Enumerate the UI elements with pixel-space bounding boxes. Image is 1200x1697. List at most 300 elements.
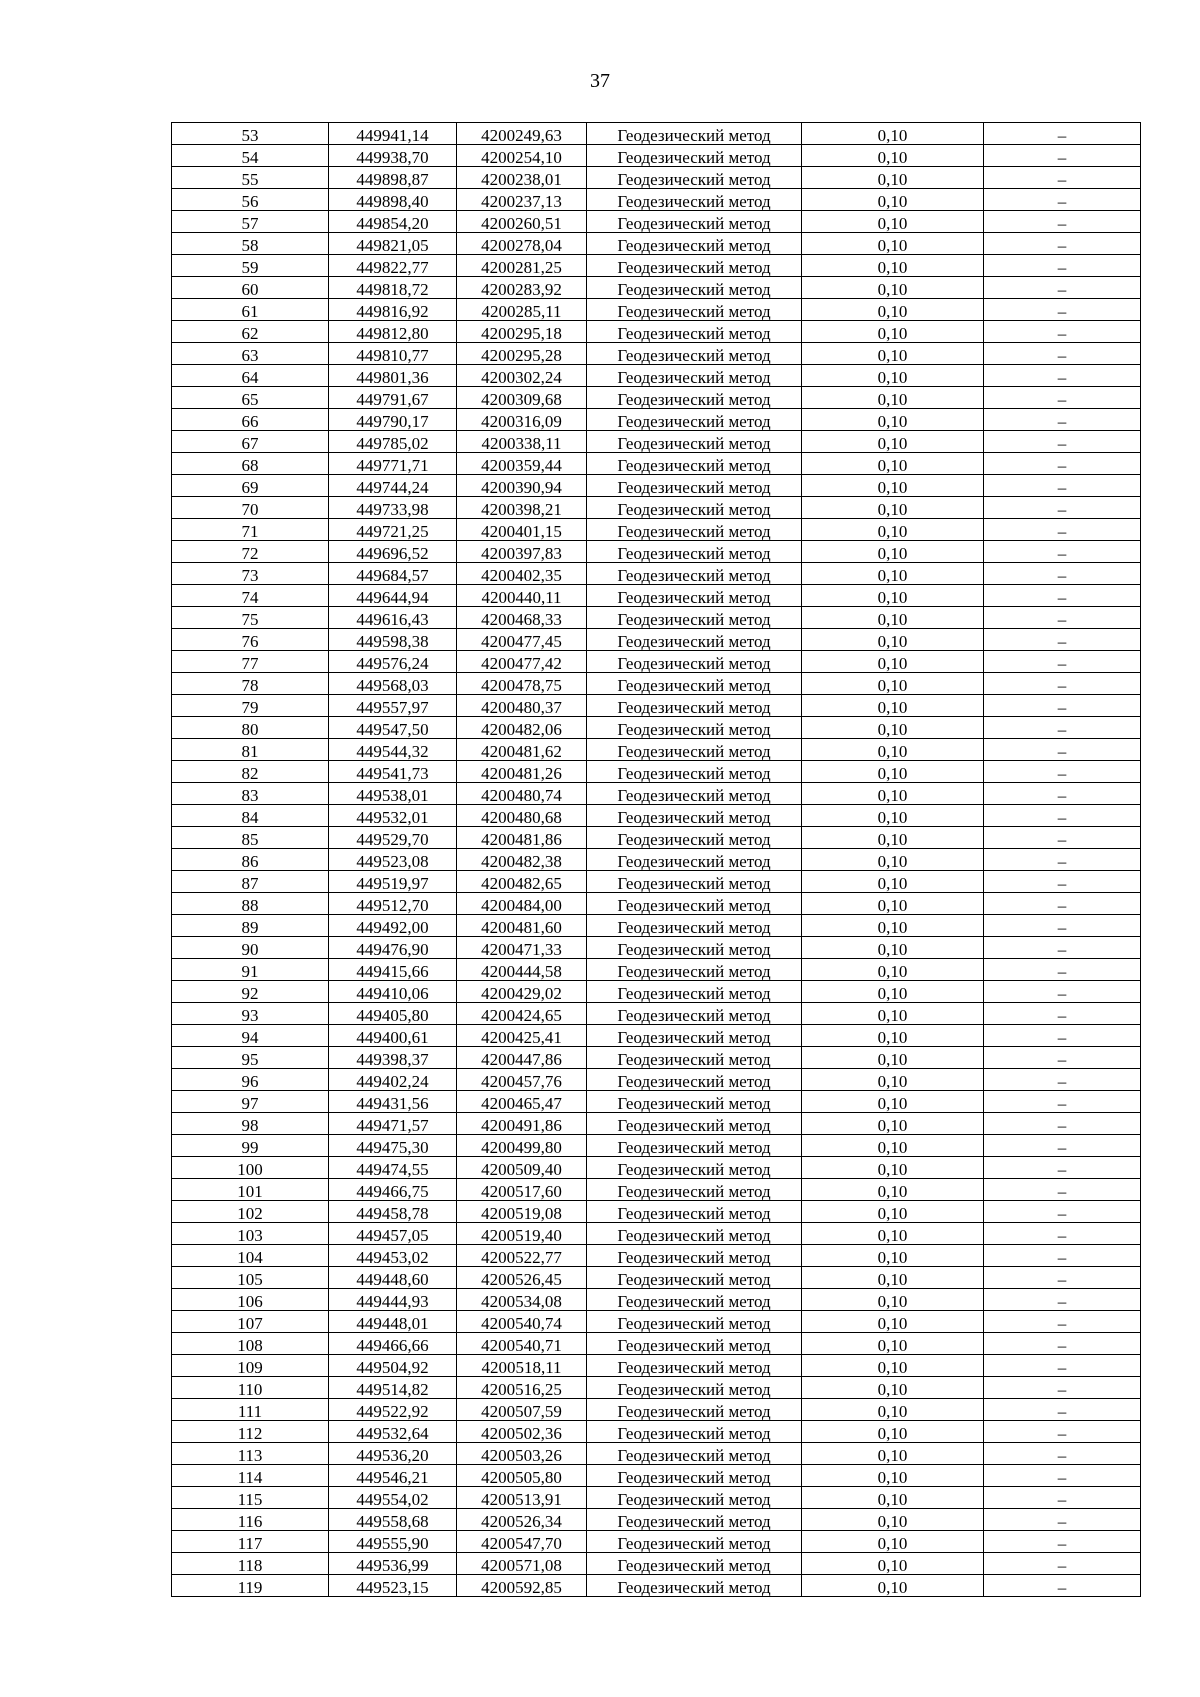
point-number-cell: 69 bbox=[172, 475, 329, 497]
accuracy-cell: 0,10 bbox=[802, 1157, 984, 1179]
method-cell: Геодезический метод bbox=[587, 695, 802, 717]
table-row bbox=[172, 585, 1141, 607]
method-cell: Геодезический метод bbox=[587, 805, 802, 827]
point-number-cell: 99 bbox=[172, 1135, 329, 1157]
y-coordinate-cell: 4200491,86 bbox=[457, 1113, 587, 1135]
method-cell: Геодезический метод bbox=[587, 321, 802, 343]
note-cell: – bbox=[984, 1377, 1141, 1399]
y-coordinate-cell: 4200516,25 bbox=[457, 1377, 587, 1399]
table-row bbox=[172, 475, 1141, 497]
point-number-cell: 84 bbox=[172, 805, 329, 827]
y-coordinate-cell: 4200513,91 bbox=[457, 1487, 587, 1509]
y-coordinate-cell: 4200592,85 bbox=[457, 1575, 587, 1597]
accuracy-cell: 0,10 bbox=[802, 893, 984, 915]
x-coordinate-cell: 449568,03 bbox=[329, 673, 457, 695]
point-number-cell: 101 bbox=[172, 1179, 329, 1201]
x-coordinate-cell: 449538,01 bbox=[329, 783, 457, 805]
table-row bbox=[172, 959, 1141, 981]
x-coordinate-cell: 449471,57 bbox=[329, 1113, 457, 1135]
y-coordinate-cell: 4200237,13 bbox=[457, 189, 587, 211]
note-cell: – bbox=[984, 1245, 1141, 1267]
point-number-cell: 118 bbox=[172, 1553, 329, 1575]
table-row bbox=[172, 673, 1141, 695]
x-coordinate-cell: 449554,02 bbox=[329, 1487, 457, 1509]
point-number-cell: 92 bbox=[172, 981, 329, 1003]
table-row bbox=[172, 827, 1141, 849]
method-cell: Геодезический метод bbox=[587, 937, 802, 959]
x-coordinate-cell: 449415,66 bbox=[329, 959, 457, 981]
accuracy-cell: 0,10 bbox=[802, 673, 984, 695]
accuracy-cell: 0,10 bbox=[802, 981, 984, 1003]
y-coordinate-cell: 4200540,71 bbox=[457, 1333, 587, 1355]
x-coordinate-cell: 449529,70 bbox=[329, 827, 457, 849]
accuracy-cell: 0,10 bbox=[802, 717, 984, 739]
method-cell: Геодезический метод bbox=[587, 1223, 802, 1245]
accuracy-cell: 0,10 bbox=[802, 541, 984, 563]
point-number-cell: 63 bbox=[172, 343, 329, 365]
point-number-cell: 116 bbox=[172, 1509, 329, 1531]
note-cell: – bbox=[984, 255, 1141, 277]
y-coordinate-cell: 4200509,40 bbox=[457, 1157, 587, 1179]
y-coordinate-cell: 4200505,80 bbox=[457, 1465, 587, 1487]
x-coordinate-cell: 449512,70 bbox=[329, 893, 457, 915]
method-cell: Геодезический метод bbox=[587, 1355, 802, 1377]
method-cell: Геодезический метод bbox=[587, 1443, 802, 1465]
note-cell: – bbox=[984, 871, 1141, 893]
method-cell: Геодезический метод bbox=[587, 211, 802, 233]
y-coordinate-cell: 4200397,83 bbox=[457, 541, 587, 563]
method-cell: Геодезический метод bbox=[587, 1333, 802, 1355]
x-coordinate-cell: 449810,77 bbox=[329, 343, 457, 365]
method-cell: Геодезический метод bbox=[587, 1465, 802, 1487]
note-cell: – bbox=[984, 1069, 1141, 1091]
point-number-cell: 94 bbox=[172, 1025, 329, 1047]
note-cell: – bbox=[984, 145, 1141, 167]
y-coordinate-cell: 4200482,38 bbox=[457, 849, 587, 871]
x-coordinate-cell: 449790,17 bbox=[329, 409, 457, 431]
method-cell: Геодезический метод bbox=[587, 981, 802, 1003]
y-coordinate-cell: 4200402,35 bbox=[457, 563, 587, 585]
y-coordinate-cell: 4200547,70 bbox=[457, 1531, 587, 1553]
y-coordinate-cell: 4200534,08 bbox=[457, 1289, 587, 1311]
x-coordinate-cell: 449616,43 bbox=[329, 607, 457, 629]
y-coordinate-cell: 4200519,08 bbox=[457, 1201, 587, 1223]
note-cell: – bbox=[984, 1003, 1141, 1025]
x-coordinate-cell: 449431,56 bbox=[329, 1091, 457, 1113]
method-cell: Геодезический метод bbox=[587, 1575, 802, 1597]
x-coordinate-cell: 449733,98 bbox=[329, 497, 457, 519]
accuracy-cell: 0,10 bbox=[802, 255, 984, 277]
y-coordinate-cell: 4200465,47 bbox=[457, 1091, 587, 1113]
point-number-cell: 89 bbox=[172, 915, 329, 937]
table-row bbox=[172, 365, 1141, 387]
accuracy-cell: 0,10 bbox=[802, 1443, 984, 1465]
table-row bbox=[172, 1553, 1141, 1575]
table-row bbox=[172, 629, 1141, 651]
table-row bbox=[172, 981, 1141, 1003]
method-cell: Геодезический метод bbox=[587, 189, 802, 211]
note-cell: – bbox=[984, 123, 1141, 145]
method-cell: Геодезический метод bbox=[587, 1531, 802, 1553]
point-number-cell: 80 bbox=[172, 717, 329, 739]
note-cell: – bbox=[984, 1157, 1141, 1179]
x-coordinate-cell: 449812,80 bbox=[329, 321, 457, 343]
y-coordinate-cell: 4200260,51 bbox=[457, 211, 587, 233]
accuracy-cell: 0,10 bbox=[802, 1135, 984, 1157]
y-coordinate-cell: 4200518,11 bbox=[457, 1355, 587, 1377]
table-row bbox=[172, 1377, 1141, 1399]
note-cell: – bbox=[984, 277, 1141, 299]
point-number-cell: 100 bbox=[172, 1157, 329, 1179]
note-cell: – bbox=[984, 651, 1141, 673]
x-coordinate-cell: 449448,60 bbox=[329, 1267, 457, 1289]
accuracy-cell: 0,10 bbox=[802, 651, 984, 673]
table-row bbox=[172, 189, 1141, 211]
note-cell: – bbox=[984, 321, 1141, 343]
table-row bbox=[172, 1179, 1141, 1201]
table-row bbox=[172, 1421, 1141, 1443]
y-coordinate-cell: 4200238,01 bbox=[457, 167, 587, 189]
y-coordinate-cell: 4200249,63 bbox=[457, 123, 587, 145]
note-cell: – bbox=[984, 783, 1141, 805]
table-row bbox=[172, 497, 1141, 519]
point-number-cell: 56 bbox=[172, 189, 329, 211]
y-coordinate-cell: 4200480,74 bbox=[457, 783, 587, 805]
method-cell: Геодезический метод bbox=[587, 343, 802, 365]
method-cell: Геодезический метод bbox=[587, 871, 802, 893]
accuracy-cell: 0,10 bbox=[802, 189, 984, 211]
accuracy-cell: 0,10 bbox=[802, 123, 984, 145]
table-row bbox=[172, 541, 1141, 563]
y-coordinate-cell: 4200444,58 bbox=[457, 959, 587, 981]
table-row bbox=[172, 1047, 1141, 1069]
method-cell: Геодезический метод bbox=[587, 1179, 802, 1201]
y-coordinate-cell: 4200457,76 bbox=[457, 1069, 587, 1091]
table-row bbox=[172, 1223, 1141, 1245]
y-coordinate-cell: 4200398,21 bbox=[457, 497, 587, 519]
accuracy-cell: 0,10 bbox=[802, 849, 984, 871]
y-coordinate-cell: 4200309,68 bbox=[457, 387, 587, 409]
point-number-cell: 112 bbox=[172, 1421, 329, 1443]
accuracy-cell: 0,10 bbox=[802, 1399, 984, 1421]
table-row bbox=[172, 519, 1141, 541]
y-coordinate-cell: 4200440,11 bbox=[457, 585, 587, 607]
table-row bbox=[172, 299, 1141, 321]
x-coordinate-cell: 449576,24 bbox=[329, 651, 457, 673]
note-cell: – bbox=[984, 475, 1141, 497]
method-cell: Геодезический метод bbox=[587, 167, 802, 189]
note-cell: – bbox=[984, 1223, 1141, 1245]
table-row bbox=[172, 739, 1141, 761]
x-coordinate-cell: 449532,01 bbox=[329, 805, 457, 827]
table-row bbox=[172, 145, 1141, 167]
note-cell: – bbox=[984, 1289, 1141, 1311]
table-row bbox=[172, 1487, 1141, 1509]
point-number-cell: 83 bbox=[172, 783, 329, 805]
table-row bbox=[172, 607, 1141, 629]
table-row bbox=[172, 453, 1141, 475]
note-cell: – bbox=[984, 849, 1141, 871]
point-number-cell: 87 bbox=[172, 871, 329, 893]
note-cell: – bbox=[984, 1047, 1141, 1069]
x-coordinate-cell: 449821,05 bbox=[329, 233, 457, 255]
table-row bbox=[172, 915, 1141, 937]
method-cell: Геодезический метод bbox=[587, 299, 802, 321]
x-coordinate-cell: 449474,55 bbox=[329, 1157, 457, 1179]
point-number-cell: 53 bbox=[172, 123, 329, 145]
y-coordinate-cell: 4200507,59 bbox=[457, 1399, 587, 1421]
table-row bbox=[172, 1135, 1141, 1157]
x-coordinate-cell: 449684,57 bbox=[329, 563, 457, 585]
point-number-cell: 79 bbox=[172, 695, 329, 717]
y-coordinate-cell: 4200526,34 bbox=[457, 1509, 587, 1531]
point-number-cell: 104 bbox=[172, 1245, 329, 1267]
table-row bbox=[172, 1333, 1141, 1355]
note-cell: – bbox=[984, 1201, 1141, 1223]
x-coordinate-cell: 449854,20 bbox=[329, 211, 457, 233]
x-coordinate-cell: 449744,24 bbox=[329, 475, 457, 497]
method-cell: Геодезический метод bbox=[587, 915, 802, 937]
method-cell: Геодезический метод bbox=[587, 739, 802, 761]
y-coordinate-cell: 4200359,44 bbox=[457, 453, 587, 475]
method-cell: Геодезический метод bbox=[587, 431, 802, 453]
table-row bbox=[172, 1509, 1141, 1531]
table-row bbox=[172, 761, 1141, 783]
method-cell: Геодезический метод bbox=[587, 607, 802, 629]
accuracy-cell: 0,10 bbox=[802, 827, 984, 849]
note-cell: – bbox=[984, 695, 1141, 717]
x-coordinate-cell: 449938,70 bbox=[329, 145, 457, 167]
point-number-cell: 114 bbox=[172, 1465, 329, 1487]
y-coordinate-cell: 4200503,26 bbox=[457, 1443, 587, 1465]
x-coordinate-cell: 449475,30 bbox=[329, 1135, 457, 1157]
note-cell: – bbox=[984, 1509, 1141, 1531]
method-cell: Геодезический метод bbox=[587, 1245, 802, 1267]
method-cell: Геодезический метод bbox=[587, 277, 802, 299]
method-cell: Геодезический метод bbox=[587, 519, 802, 541]
method-cell: Геодезический метод bbox=[587, 563, 802, 585]
method-cell: Геодезический метод bbox=[587, 1377, 802, 1399]
note-cell: – bbox=[984, 211, 1141, 233]
x-coordinate-cell: 449547,50 bbox=[329, 717, 457, 739]
point-number-cell: 91 bbox=[172, 959, 329, 981]
accuracy-cell: 0,10 bbox=[802, 453, 984, 475]
method-cell: Геодезический метод bbox=[587, 1399, 802, 1421]
table-row bbox=[172, 805, 1141, 827]
x-coordinate-cell: 449536,99 bbox=[329, 1553, 457, 1575]
y-coordinate-cell: 4200425,41 bbox=[457, 1025, 587, 1047]
point-number-cell: 111 bbox=[172, 1399, 329, 1421]
note-cell: – bbox=[984, 497, 1141, 519]
y-coordinate-cell: 4200477,42 bbox=[457, 651, 587, 673]
point-number-cell: 97 bbox=[172, 1091, 329, 1113]
note-cell: – bbox=[984, 409, 1141, 431]
method-cell: Геодезический метод bbox=[587, 849, 802, 871]
accuracy-cell: 0,10 bbox=[802, 519, 984, 541]
note-cell: – bbox=[984, 827, 1141, 849]
x-coordinate-cell: 449402,24 bbox=[329, 1069, 457, 1091]
note-cell: – bbox=[984, 1355, 1141, 1377]
y-coordinate-cell: 4200502,36 bbox=[457, 1421, 587, 1443]
accuracy-cell: 0,10 bbox=[802, 299, 984, 321]
accuracy-cell: 0,10 bbox=[802, 1003, 984, 1025]
x-coordinate-cell: 449557,97 bbox=[329, 695, 457, 717]
x-coordinate-cell: 449644,94 bbox=[329, 585, 457, 607]
point-number-cell: 115 bbox=[172, 1487, 329, 1509]
accuracy-cell: 0,10 bbox=[802, 387, 984, 409]
accuracy-cell: 0,10 bbox=[802, 167, 984, 189]
note-cell: – bbox=[984, 585, 1141, 607]
point-number-cell: 113 bbox=[172, 1443, 329, 1465]
table-row bbox=[172, 387, 1141, 409]
x-coordinate-cell: 449801,36 bbox=[329, 365, 457, 387]
point-number-cell: 106 bbox=[172, 1289, 329, 1311]
point-number-cell: 108 bbox=[172, 1333, 329, 1355]
point-number-cell: 103 bbox=[172, 1223, 329, 1245]
accuracy-cell: 0,10 bbox=[802, 1113, 984, 1135]
y-coordinate-cell: 4200481,26 bbox=[457, 761, 587, 783]
accuracy-cell: 0,10 bbox=[802, 475, 984, 497]
x-coordinate-cell: 449504,92 bbox=[329, 1355, 457, 1377]
accuracy-cell: 0,10 bbox=[802, 1047, 984, 1069]
y-coordinate-cell: 4200482,06 bbox=[457, 717, 587, 739]
accuracy-cell: 0,10 bbox=[802, 277, 984, 299]
method-cell: Геодезический метод bbox=[587, 1509, 802, 1531]
method-cell: Геодезический метод bbox=[587, 1025, 802, 1047]
accuracy-cell: 0,10 bbox=[802, 1377, 984, 1399]
accuracy-cell: 0,10 bbox=[802, 1575, 984, 1597]
accuracy-cell: 0,10 bbox=[802, 915, 984, 937]
x-coordinate-cell: 449822,77 bbox=[329, 255, 457, 277]
x-coordinate-cell: 449492,00 bbox=[329, 915, 457, 937]
note-cell: – bbox=[984, 959, 1141, 981]
note-cell: – bbox=[984, 761, 1141, 783]
accuracy-cell: 0,10 bbox=[802, 365, 984, 387]
method-cell: Геодезический метод bbox=[587, 827, 802, 849]
note-cell: – bbox=[984, 233, 1141, 255]
table-row bbox=[172, 1025, 1141, 1047]
point-number-cell: 82 bbox=[172, 761, 329, 783]
y-coordinate-cell: 4200316,09 bbox=[457, 409, 587, 431]
point-number-cell: 71 bbox=[172, 519, 329, 541]
point-number-cell: 98 bbox=[172, 1113, 329, 1135]
table-row bbox=[172, 167, 1141, 189]
x-coordinate-cell: 449457,05 bbox=[329, 1223, 457, 1245]
coordinates-table bbox=[171, 122, 1141, 1597]
x-coordinate-cell: 449466,66 bbox=[329, 1333, 457, 1355]
note-cell: – bbox=[984, 167, 1141, 189]
x-coordinate-cell: 449523,08 bbox=[329, 849, 457, 871]
x-coordinate-cell: 449466,75 bbox=[329, 1179, 457, 1201]
x-coordinate-cell: 449818,72 bbox=[329, 277, 457, 299]
note-cell: – bbox=[984, 915, 1141, 937]
y-coordinate-cell: 4200283,92 bbox=[457, 277, 587, 299]
table-row bbox=[172, 1289, 1141, 1311]
accuracy-cell: 0,10 bbox=[802, 871, 984, 893]
point-number-cell: 68 bbox=[172, 453, 329, 475]
x-coordinate-cell: 449519,97 bbox=[329, 871, 457, 893]
accuracy-cell: 0,10 bbox=[802, 563, 984, 585]
point-number-cell: 62 bbox=[172, 321, 329, 343]
note-cell: – bbox=[984, 673, 1141, 695]
x-coordinate-cell: 449458,78 bbox=[329, 1201, 457, 1223]
point-number-cell: 75 bbox=[172, 607, 329, 629]
method-cell: Геодезический метод bbox=[587, 1201, 802, 1223]
method-cell: Геодезический метод bbox=[587, 1003, 802, 1025]
method-cell: Геодезический метод bbox=[587, 783, 802, 805]
y-coordinate-cell: 4200429,02 bbox=[457, 981, 587, 1003]
table-row bbox=[172, 783, 1141, 805]
note-cell: – bbox=[984, 739, 1141, 761]
method-cell: Геодезический метод bbox=[587, 1157, 802, 1179]
y-coordinate-cell: 4200481,86 bbox=[457, 827, 587, 849]
accuracy-cell: 0,10 bbox=[802, 1245, 984, 1267]
accuracy-cell: 0,10 bbox=[802, 783, 984, 805]
point-number-cell: 58 bbox=[172, 233, 329, 255]
y-coordinate-cell: 4200281,25 bbox=[457, 255, 587, 277]
note-cell: – bbox=[984, 563, 1141, 585]
accuracy-cell: 0,10 bbox=[802, 1289, 984, 1311]
point-number-cell: 65 bbox=[172, 387, 329, 409]
y-coordinate-cell: 4200468,33 bbox=[457, 607, 587, 629]
point-number-cell: 107 bbox=[172, 1311, 329, 1333]
note-cell: – bbox=[984, 1333, 1141, 1355]
point-number-cell: 81 bbox=[172, 739, 329, 761]
y-coordinate-cell: 4200519,40 bbox=[457, 1223, 587, 1245]
accuracy-cell: 0,10 bbox=[802, 431, 984, 453]
point-number-cell: 57 bbox=[172, 211, 329, 233]
x-coordinate-cell: 449476,90 bbox=[329, 937, 457, 959]
table-row bbox=[172, 321, 1141, 343]
method-cell: Геодезический метод bbox=[587, 1135, 802, 1157]
note-cell: – bbox=[984, 1135, 1141, 1157]
y-coordinate-cell: 4200480,68 bbox=[457, 805, 587, 827]
note-cell: – bbox=[984, 541, 1141, 563]
table-row bbox=[172, 937, 1141, 959]
point-number-cell: 102 bbox=[172, 1201, 329, 1223]
point-number-cell: 67 bbox=[172, 431, 329, 453]
note-cell: – bbox=[984, 1267, 1141, 1289]
accuracy-cell: 0,10 bbox=[802, 607, 984, 629]
method-cell: Геодезический метод bbox=[587, 629, 802, 651]
y-coordinate-cell: 4200424,65 bbox=[457, 1003, 587, 1025]
table-row bbox=[172, 849, 1141, 871]
note-cell: – bbox=[984, 1113, 1141, 1135]
point-number-cell: 117 bbox=[172, 1531, 329, 1553]
table-row bbox=[172, 1113, 1141, 1135]
method-cell: Геодезический метод bbox=[587, 761, 802, 783]
x-coordinate-cell: 449898,40 bbox=[329, 189, 457, 211]
method-cell: Геодезический метод bbox=[587, 497, 802, 519]
table-row bbox=[172, 563, 1141, 585]
table-row bbox=[172, 1575, 1141, 1597]
point-number-cell: 70 bbox=[172, 497, 329, 519]
accuracy-cell: 0,10 bbox=[802, 761, 984, 783]
method-cell: Геодезический метод bbox=[587, 387, 802, 409]
table-row bbox=[172, 431, 1141, 453]
y-coordinate-cell: 4200517,60 bbox=[457, 1179, 587, 1201]
accuracy-cell: 0,10 bbox=[802, 1333, 984, 1355]
y-coordinate-cell: 4200481,62 bbox=[457, 739, 587, 761]
table-row bbox=[172, 1245, 1141, 1267]
y-coordinate-cell: 4200478,75 bbox=[457, 673, 587, 695]
table-row bbox=[172, 695, 1141, 717]
x-coordinate-cell: 449721,25 bbox=[329, 519, 457, 541]
table-row bbox=[172, 1157, 1141, 1179]
method-cell: Геодезический метод bbox=[587, 651, 802, 673]
method-cell: Геодезический метод bbox=[587, 673, 802, 695]
note-cell: – bbox=[984, 1179, 1141, 1201]
